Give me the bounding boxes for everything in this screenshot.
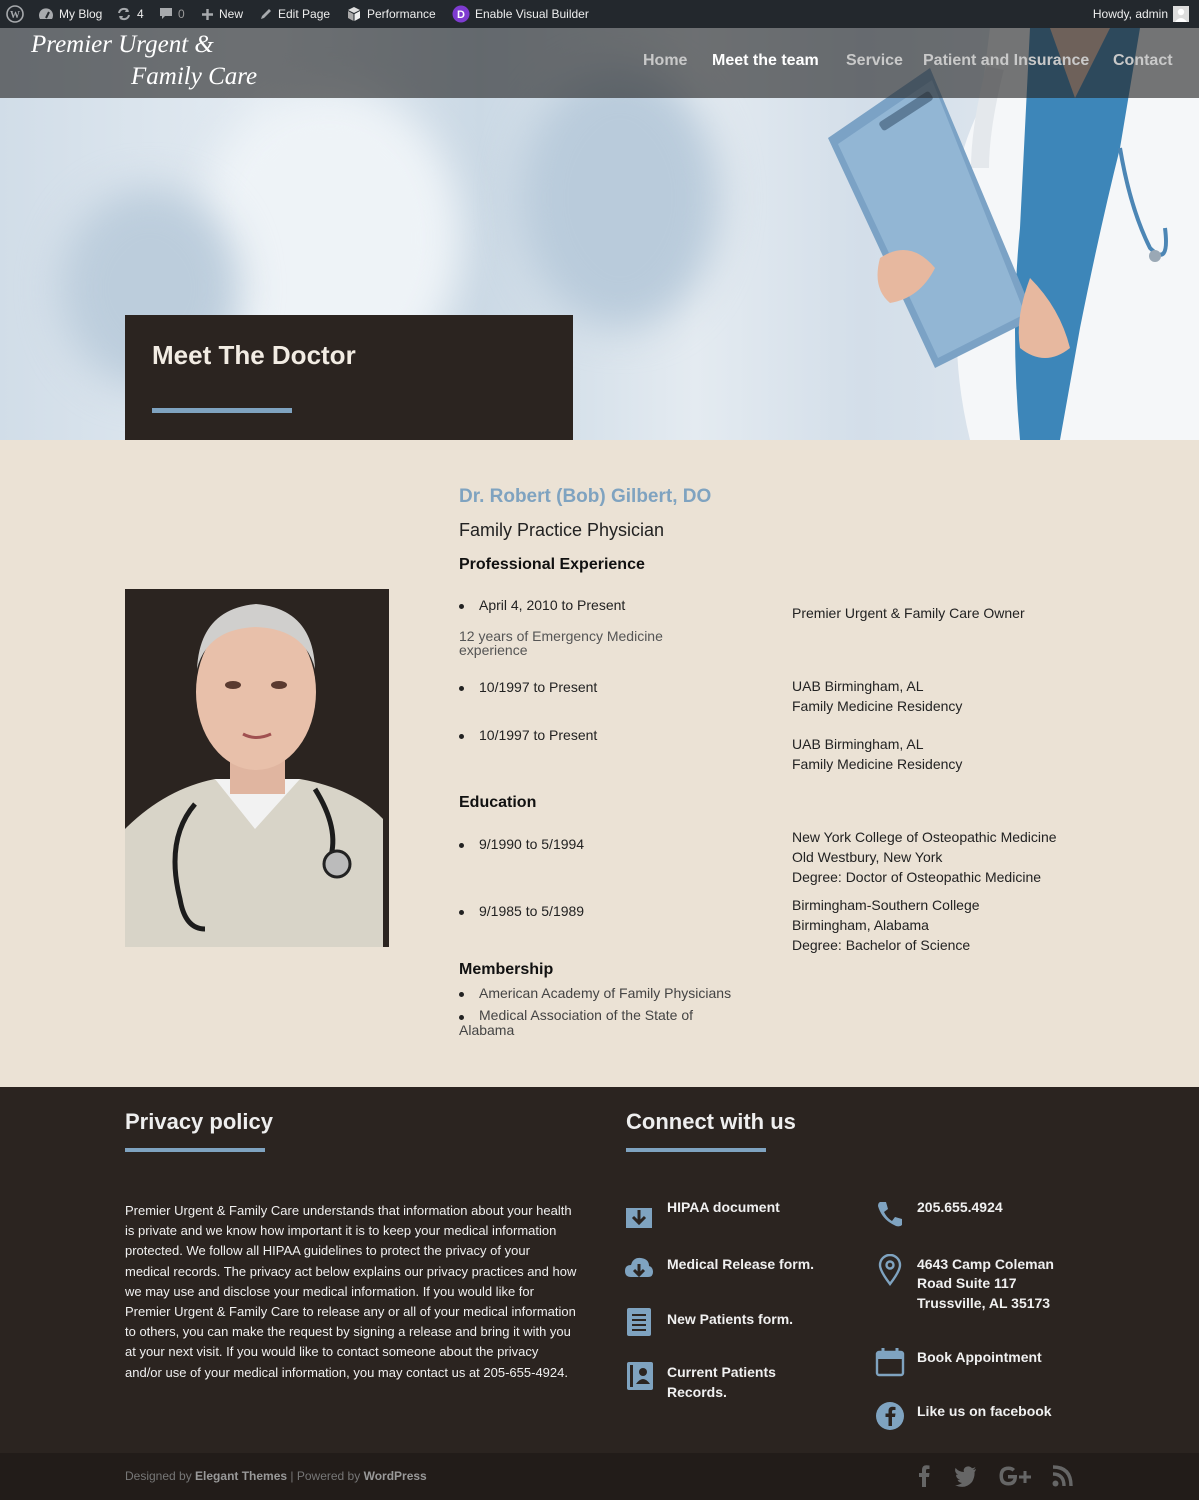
designed-by-label: Designed by [125, 1469, 196, 1483]
account-menu[interactable] [1093, 0, 1189, 28]
membership-item-2: Medical Association of the State of [479, 1007, 694, 1023]
education-heading: Education [459, 794, 537, 811]
experience-date-3: 10/1997 to Present [479, 727, 598, 743]
document-list-icon [626, 1307, 652, 1337]
education-detail-2a: Birmingham-Southern College [792, 897, 980, 913]
twitter-icon[interactable] [954, 1463, 978, 1489]
experience-detail-2a: UAB Birmingham, AL [792, 678, 924, 694]
new-patients-link[interactable]: New Patients form. [667, 1311, 794, 1327]
avatar [1173, 6, 1189, 22]
phone-icon [876, 1200, 904, 1228]
facebook-link[interactable]: Like us on facebook [917, 1403, 1052, 1419]
pencil-icon [259, 7, 273, 21]
admin-bar [0, 0, 1199, 28]
privacy-heading: Privacy policy [125, 1109, 273, 1134]
performance-icon [346, 6, 362, 22]
connect-heading: Connect with us [626, 1109, 796, 1134]
nav-patient-and-insurance[interactable]: Patient and Insurance [923, 52, 1090, 69]
book-appointment-link[interactable]: Book Appointment [917, 1349, 1042, 1365]
current-patients-link-cont[interactable]: Records. [667, 1384, 727, 1400]
dashboard-icon [38, 7, 54, 21]
education-detail-1a: New York College of Osteopathic Medicine [792, 829, 1057, 845]
doctor-role: Family Practice Physician [459, 520, 665, 540]
nav-contact[interactable]: Contact [1113, 52, 1173, 69]
facebook-social-icon[interactable] [915, 1463, 933, 1489]
address-line3: Trussville, AL 35173 [917, 1295, 1051, 1311]
privacy-text: Premier Urgent & Family Care understands that information about your health is private and we know how important it is to keep your medical information protected. We follow all HIPAA guidelines to protect the privacy of your medical records. The privacy act below explains our privacy practices and how we may use and disclose your medical information. If you would like for Premier Urgent & Family Care to release any or all of your medical information to others, you can make the request by signing a release and bring it with you at your next visit. If you would like to contact someone about the privacy and/or use of your medical information, you may contact us at 205-655-4924. [125, 1203, 577, 1380]
plus-icon [201, 8, 214, 21]
facebook-icon [875, 1401, 905, 1431]
experience-detail-1: Premier Urgent & Family Care Owner [792, 605, 1025, 621]
new-label: New [219, 7, 244, 21]
address-line1: 4643 Camp Coleman [917, 1256, 1054, 1272]
experience-heading: Professional Experience [459, 556, 645, 573]
experience-detail-2b: Family Medicine Residency [792, 698, 963, 714]
experience-note-line1: 12 years of Emergency Medicine [459, 628, 663, 644]
google-plus-icon[interactable] [997, 1463, 1033, 1489]
site-logo-line1[interactable]: Premier Urgent & [31, 31, 214, 58]
page-title: Meet The Doctor [152, 340, 356, 370]
visual-builder-label: Enable Visual Builder [475, 7, 589, 21]
elegant-themes-link[interactable]: Elegant Themes [195, 1469, 288, 1483]
experience-detail-3b: Family Medicine Residency [792, 756, 963, 772]
experience-date-2: 10/1997 to Present [479, 679, 598, 695]
svg-text:W: W [10, 10, 20, 21]
education-detail-1b: Old Westbury, New York [792, 849, 943, 865]
membership-item-1: American Academy of Family Physicians [479, 985, 732, 1001]
hipaa-document-link[interactable]: HIPAA document [667, 1199, 780, 1215]
comments-count: 0 [178, 7, 185, 21]
doctor-portrait-image [125, 589, 389, 947]
education-detail-2b: Birmingham, Alabama [792, 917, 929, 933]
education-detail-1c: Degree: Doctor of Osteopathic Medicine [792, 869, 1042, 885]
visual-builder-link[interactable] [452, 0, 589, 28]
membership-item-2-cont: Alabama [459, 1022, 515, 1038]
title-underline [152, 408, 292, 413]
performance-link[interactable] [346, 0, 436, 28]
membership-heading: Membership [459, 961, 554, 978]
location-pin-icon [878, 1254, 902, 1286]
wordpress-logo-icon[interactable] [6, 0, 24, 28]
rss-icon[interactable] [1051, 1463, 1075, 1489]
cloud-download-icon [624, 1255, 654, 1281]
my-blog-label: My Blog [59, 7, 103, 21]
download-document-icon [624, 1200, 654, 1230]
updates-icon [116, 6, 132, 22]
site-logo-line2[interactable]: Family Care [131, 63, 258, 90]
education-date-1: 9/1990 to 5/1994 [479, 836, 585, 852]
medical-release-link[interactable]: Medical Release form. [667, 1256, 815, 1272]
education-date-2: 9/1985 to 5/1989 [479, 903, 585, 919]
nav-meet-the-team[interactable]: Meet the team [712, 52, 819, 69]
performance-label: Performance [367, 7, 436, 21]
doctor-photo [125, 589, 389, 947]
powered-by-label: | Powered by [287, 1469, 364, 1483]
edit-page-label: Edit Page [278, 7, 331, 21]
bottom-bar [0, 1453, 1199, 1500]
address-line2: Road Suite 117 [917, 1275, 1017, 1291]
divi-icon [452, 5, 470, 23]
patient-records-icon [626, 1361, 654, 1391]
page-title-box [125, 315, 573, 440]
calendar-icon [875, 1347, 905, 1377]
nav-home[interactable]: Home [643, 52, 688, 69]
updates-link[interactable] [116, 0, 144, 28]
privacy-underline [125, 1148, 265, 1152]
wordpress-link[interactable]: WordPress [363, 1469, 427, 1483]
updates-count: 4 [137, 7, 144, 21]
connect-underline [626, 1148, 766, 1152]
edit-page-link[interactable] [259, 0, 330, 28]
nav-service[interactable]: Service [846, 52, 903, 69]
svg-text:D: D [457, 9, 465, 21]
experience-detail-3a: UAB Birmingham, AL [792, 736, 924, 752]
credits [125, 1469, 427, 1483]
education-detail-2c: Degree: Bachelor of Science [792, 937, 971, 953]
new-content-link[interactable] [201, 0, 243, 28]
comment-icon [159, 7, 173, 21]
howdy-label: Howdy, admin [1092, 7, 1168, 21]
my-blog-link[interactable] [38, 0, 102, 28]
comments-link[interactable] [159, 0, 185, 28]
current-patients-link[interactable]: Current Patients [667, 1364, 776, 1380]
experience-date-1: April 4, 2010 to Present [479, 597, 626, 613]
doctor-name: Dr. Robert (Bob) Gilbert, DO [459, 486, 712, 507]
experience-note-line2: experience [459, 642, 528, 658]
phone-number[interactable]: 205.655.4924 [917, 1199, 1003, 1215]
